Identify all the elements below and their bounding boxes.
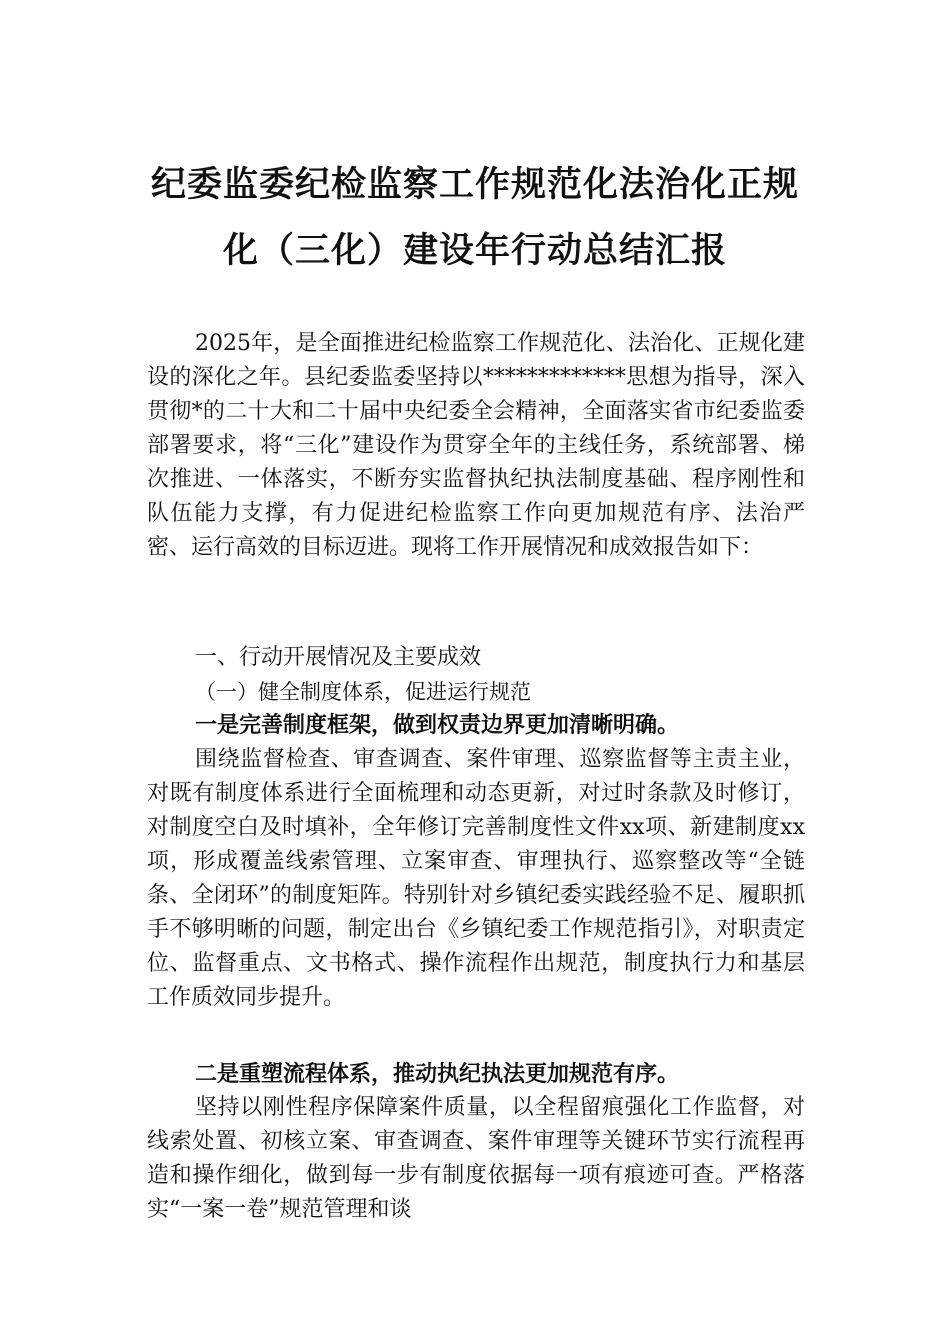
point-one-paragraph: 围绕监督检查、审查调查、案件审理、巡察监督等主责主业，对既有制度体系进行全面梳理和动态更新，对过时条款及时修订，对制度空白及时填补，全年修订完善制度性文件xx项、新建制度xx项，形成覆盖线索管理、立案审查、审理执行、巡察整改等“全链条、全闭环”的制度矩阵。特别针对乡镇纪委实践经验不足、履职抓手不够明晰的问题，制定出台《乡镇纪委工作规范指引》，对职责定位、监督重点、文书格式、操作流程作出规范，制度执行力和基层工作质效同步提升。 xyxy=(147,747,805,1010)
intro-paragraph: 2025年，是全面推进纪检监察工作规范化、法治化、正规化建设的深化之年。县纪委监委坚持以*************思想为指导，深入贯彻*的二十大和二十届中央纪委全会精神，全面落实省市纪委监委部署要求，将“三化”建设作为贯穿全年的主线任务，系统部署、梯次推进、一体落实，不断夯实监督执纪执法制度基础、程序刚性和队伍能力支撑，有力促进纪检监察工作向更加规范有序、法治严密、运行高效的目标迈进。现将工作开展情况和成效报告如下： xyxy=(147,331,805,560)
section-heading: 一、行动开展情况及主要成效 xyxy=(195,645,482,670)
document-title-line-1: 纪委监委纪检监察工作规范化法治化正规 xyxy=(150,165,799,205)
document-title-line-2: 化（三化）建设年行动总结汇报 xyxy=(222,231,727,271)
point-two-paragraph: 坚持以刚性程序保障案件质量，以全程留痕强化工作监督，对线索处置、初核立案、审查调查、案件审理等关键环节实行流程再造和操作细化，做到每一步有制度依据每一项有痕迹可查。严格落实“一案一卷”规范管理和谈 xyxy=(147,1095,805,1222)
point-one-heading: 一是完善制度框架，做到权责边界更加清晰明确。 xyxy=(195,712,680,738)
subsection-heading: （一）健全制度体系，促进运行规范 xyxy=(195,680,531,704)
point-two-heading: 二是重塑流程体系，推动执纪执法更加规范有序。 xyxy=(195,1061,680,1087)
